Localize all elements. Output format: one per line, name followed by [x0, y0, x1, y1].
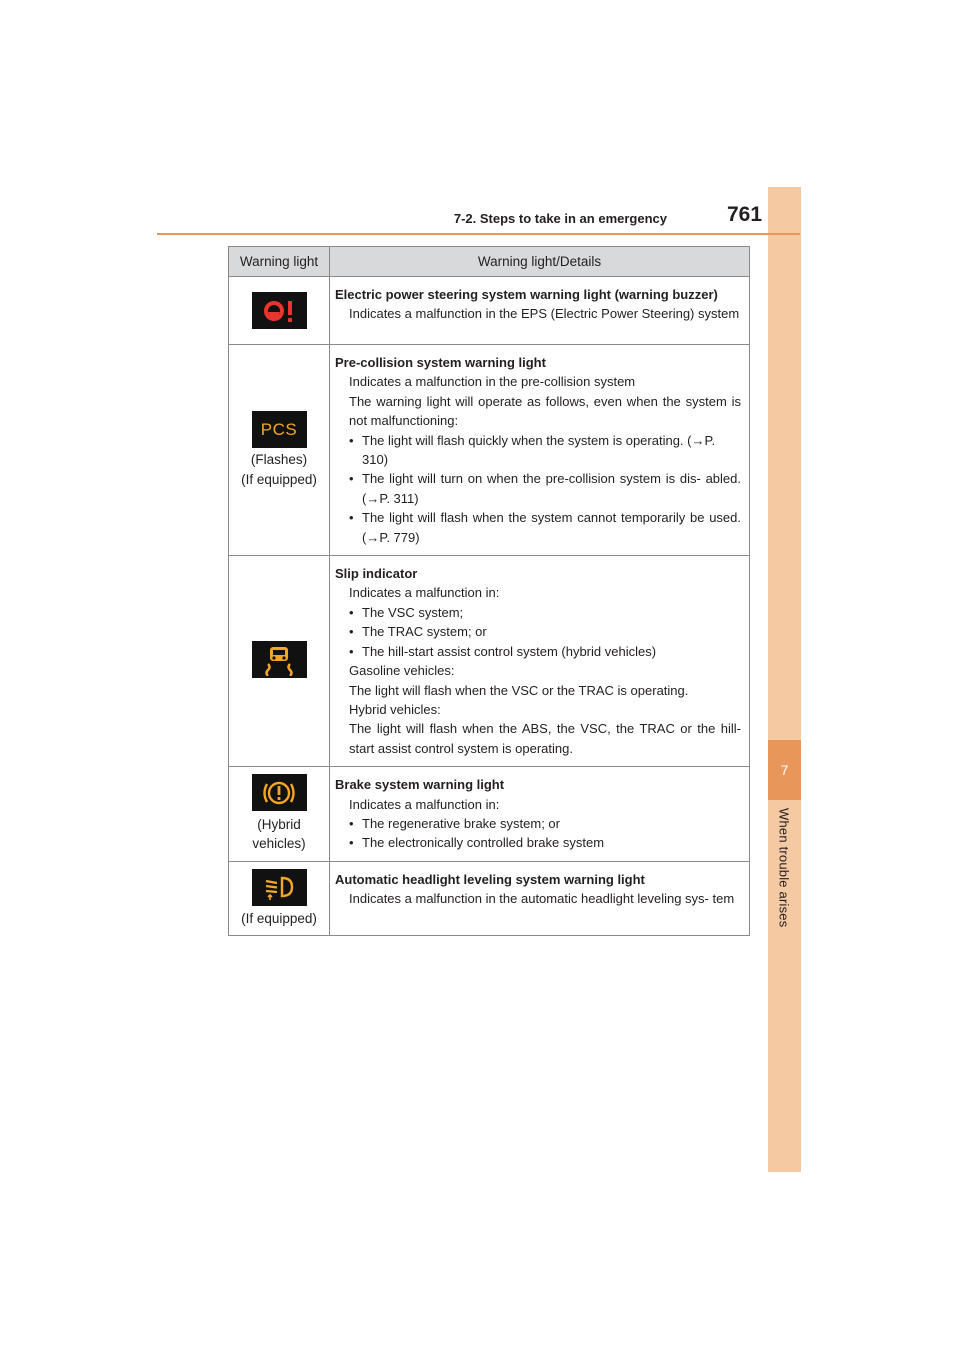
- eps-warning-icon: [252, 292, 307, 329]
- icon-cell: [229, 767, 330, 862]
- table-row: [229, 277, 750, 345]
- brake-warning-icon: [252, 774, 307, 811]
- bullet-item: • The light will flash when the system cannot temporarily be used. (→P. 779): [335, 508, 741, 547]
- icon-cell: [229, 861, 330, 935]
- row-title: Brake system warning light: [335, 777, 505, 793]
- row-title: Slip indicator: [335, 566, 418, 582]
- row-text: Indicates a malfunction in the automatic headlight leveling sys- tem: [349, 891, 735, 907]
- row-title: Pre-collision system warning light: [335, 355, 546, 370]
- detail-cell: [330, 345, 750, 556]
- icon-cell: [229, 556, 330, 767]
- bullet-item: • The light will flash quickly when the system is operating. (→P. 310): [335, 431, 741, 470]
- detail-cell: [330, 767, 750, 862]
- pcs-icon-text: PCS: [260, 419, 298, 439]
- icon-cell: [229, 345, 330, 556]
- bullet-item: • The electronically controlled brake system: [335, 833, 741, 852]
- pcs-icon: [252, 411, 307, 448]
- row-text: Indicates a malfunction in:: [349, 585, 500, 601]
- row-text: Indicates a malfunction in the EPS (Electric Power Steering) system: [349, 306, 740, 322]
- bullet-item: • The VSC system;: [335, 603, 741, 622]
- headlight-leveling-icon: [252, 869, 307, 906]
- section-title: 7-2. Steps to take in an emergency: [453, 211, 667, 226]
- column-header: Warning light/Details: [330, 247, 750, 277]
- icon-caption: (If equipped): [241, 471, 317, 487]
- row-text: Gasoline vehicles:: [349, 663, 455, 679]
- detail-cell: [330, 861, 750, 935]
- icon-caption: (Flashes): [250, 452, 308, 468]
- chapter-number: 7: [768, 740, 801, 800]
- header-divider: [157, 233, 800, 235]
- table-row: [229, 345, 750, 556]
- table-row: [229, 556, 750, 767]
- side-tab: [768, 187, 801, 1172]
- icon-caption: (If equipped): [241, 910, 317, 926]
- row-text: Hybrid vehicles:: [349, 701, 441, 717]
- slip-indicator-icon: [252, 641, 307, 678]
- icon-caption: vehicles): [252, 836, 306, 852]
- bullet-item: • The hill-start assist control system (hybrid vehicles): [335, 642, 741, 661]
- row-title: Electric power steering system warning light (warning buzzer): [335, 287, 718, 302]
- row-title: Automatic headlight leveling system warning light: [335, 871, 645, 887]
- icon-caption: (Hybrid: [257, 816, 301, 832]
- bullet-item: • The light will turn on when the pre-collision system is dis- abled. (→P. 311): [335, 469, 741, 508]
- row-text: The light will flash when the ABS, the VSC, the TRAC or the hill-start assist control system is operating.: [349, 721, 741, 756]
- warning-light-table: [228, 246, 750, 936]
- page-number: 761: [727, 203, 763, 226]
- row-text: Indicates a malfunction in:: [349, 796, 500, 812]
- icon-cell: [229, 277, 330, 345]
- row-text: The warning light will operate as follows, even when the system is not malfunctioning:: [349, 393, 741, 429]
- row-text: The light will flash when the VSC or the TRAC is operating.: [349, 682, 689, 698]
- column-header: Warning light: [229, 247, 330, 277]
- table-row: [229, 861, 750, 935]
- chapter-title: When trouble arises: [776, 808, 792, 928]
- detail-cell: [330, 556, 750, 767]
- bullet-item: • The regenerative brake system; or: [335, 814, 741, 833]
- table-row: [229, 767, 750, 862]
- row-text: Indicates a malfunction in the pre-collision system: [349, 374, 636, 390]
- bullet-item: • The TRAC system; or: [335, 622, 741, 641]
- detail-cell: [330, 277, 750, 345]
